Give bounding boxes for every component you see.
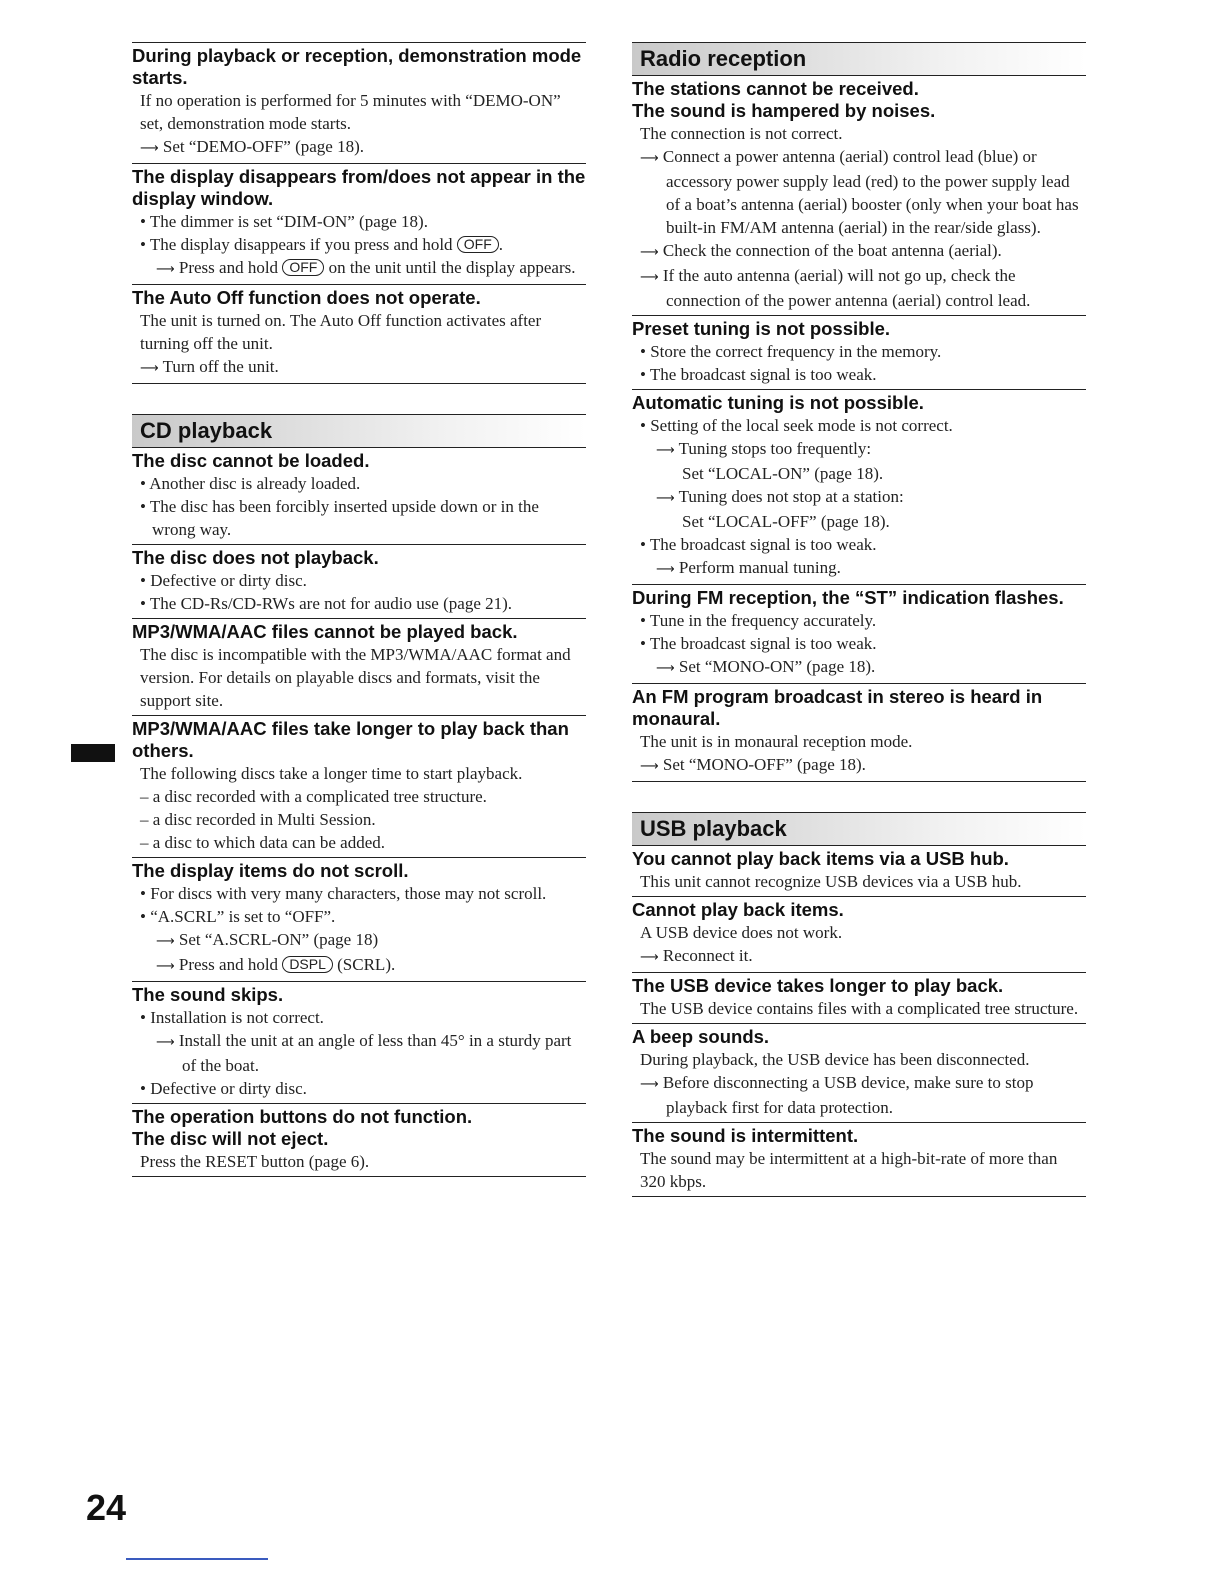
entry-buttons: [132, 1103, 586, 1177]
arrow-icon: ⟶: [656, 562, 675, 577]
entry-intermittent: [632, 1122, 1086, 1197]
right-column: [632, 42, 1086, 1197]
entry-remedy: ⟶ Check the connection of the boat antenna (aerial).: [640, 241, 1002, 260]
arrow-icon: ⟶: [656, 443, 675, 458]
entry-heading: The sound skips.: [132, 984, 284, 1005]
entry-heading: Preset tuning is not possible.: [632, 318, 891, 339]
entry-heading: The display disappears from/does not appear in the display window.: [132, 166, 586, 209]
entry-disc-load: [132, 448, 586, 544]
entry-heading: The USB device takes longer to play back.: [632, 975, 1004, 996]
entry-text: The USB device contains files with a complicated tree structure.: [640, 999, 1079, 1018]
entry-text: The following discs take a longer time to start playback.: [140, 764, 523, 783]
arrow-icon: ⟶: [640, 950, 659, 965]
arrow-icon: ⟶: [640, 151, 659, 166]
entry-remedy: ⟶ Set “MONO-ON” (page 18).: [656, 657, 876, 676]
entry-heading: A beep sounds.: [632, 1026, 770, 1047]
entry-text: If no operation is performed for 5 minutes with “DEMO-ON” set, demonstration mode starts.: [140, 91, 561, 133]
arrow-icon: ⟶: [640, 759, 659, 774]
bullet-item: • Setting of the local seek mode is not correct.: [640, 416, 953, 435]
section-title-usb-playback: USB playback: [632, 812, 1086, 846]
left-column: [132, 42, 586, 1177]
arrow-icon: ⟶: [156, 1035, 175, 1050]
entry-remedy: ⟶ Install the unit at an angle of less than 45° in a sturdy part of the boat.: [156, 1031, 572, 1075]
entry-demo-mode: [132, 42, 586, 163]
entry-heading: The disc does not playback.: [132, 547, 379, 568]
entry-disc-playback: [132, 544, 586, 618]
bullet-item: • Defective or dirty disc.: [140, 571, 307, 590]
section-title-radio-reception: Radio reception: [632, 42, 1086, 76]
entry-monaural: [632, 683, 1086, 782]
entry-text: A USB device does not work.: [640, 923, 843, 942]
entry-heading: During FM reception, the “ST” indication flashes.: [632, 587, 1064, 608]
entry-heading: The operation buttons do not function.: [132, 1106, 473, 1127]
entry-text: The sound may be intermittent at a high-bit-rate of more than 320 kbps.: [640, 1149, 1058, 1191]
entry-remedy: ⟶ Connect a power antenna (aerial) control lead (blue) or accessory power supply lead (red) to the power supply lead of a boat’s antenna (aerial) booster (only when your boat has built-in FM/AM antenna (aerial) in the rear/side glass).: [640, 147, 1079, 237]
arrow-icon: ⟶: [156, 262, 175, 277]
entry-heading: The sound is hampered by noises.: [632, 100, 936, 121]
dash-item: – a disc recorded in Multi Session.: [140, 810, 376, 829]
entry-remedy: ⟶ Set “A.SCRL-ON” (page 18): [156, 930, 379, 949]
entry-heading: You cannot play back items via a USB hub.: [632, 848, 1009, 869]
entry-heading: MP3/WMA/AAC files take longer to play back than others.: [132, 718, 569, 761]
bullet-item: • The broadcast signal is too weak.: [640, 365, 877, 384]
bullet-item: • Installation is not correct.: [140, 1008, 324, 1027]
entry-heading: The stations cannot be received.: [632, 78, 919, 99]
entry-heading: During playback or reception, demonstration mode starts.: [132, 45, 582, 88]
entry-stations: [632, 76, 1086, 315]
entry-text: The disc is incompatible with the MP3/WMA/AAC format and version. For details on playable discs and formats, visit the support site.: [140, 645, 571, 710]
bullet-item: • For discs with very many characters, those may not scroll.: [140, 884, 547, 903]
bullet-item: • The CD-Rs/CD-RWs are not for audio use (page 21).: [140, 594, 513, 613]
entry-remedy: ⟶ Before disconnecting a USB device, make sure to stop playback first for data protection.: [640, 1073, 1034, 1117]
arrow-icon: ⟶: [640, 270, 659, 285]
entry-display: [132, 163, 586, 284]
bullet-item: • The broadcast signal is too weak.: [640, 634, 877, 653]
off-key: OFF: [282, 259, 324, 276]
entry-remedy: ⟶ Perform manual tuning.: [656, 558, 841, 577]
bullet-item: • The dimmer is set “DIM-ON” (page 18).: [140, 212, 428, 231]
bullet-item: • The disc has been forcibly inserted upside down or in the wrong way.: [140, 497, 539, 539]
bullet-item: • Defective or dirty disc.: [140, 1079, 307, 1098]
entry-remedy: ⟶ If the auto antenna (aerial) will not go up, check the connection of the power antenna (aerial) control lead.: [640, 266, 1031, 310]
entry-text: This unit cannot recognize USB devices via a USB hub.: [640, 872, 1022, 891]
entry-preset: [632, 315, 1086, 389]
entry-remedy: ⟶ Set “DEMO-OFF” (page 18).: [140, 137, 365, 156]
entry-heading: The disc will not eject.: [132, 1128, 329, 1149]
entry-text: The unit is turned on. The Auto Off function activates after turning off the unit.: [140, 311, 542, 353]
entry-remedy: ⟶ Turn off the unit.: [140, 357, 279, 376]
section-title-cd-playback: CD playback: [132, 414, 586, 448]
entry-scroll: [132, 857, 586, 981]
entry-remedy-detail: Set “LOCAL-ON” (page 18).: [682, 464, 884, 483]
bullet-item: • “A.SCRL” is set to “OFF”.: [140, 907, 336, 926]
page-number: 24: [86, 1487, 127, 1528]
arrow-icon: ⟶: [640, 245, 659, 260]
entry-heading: The disc cannot be loaded.: [132, 450, 370, 471]
arrow-icon: ⟶: [140, 361, 159, 376]
entry-heading: The display items do not scroll.: [132, 860, 409, 881]
entry-text: The unit is in monaural reception mode.: [640, 732, 913, 751]
entry-heading: The Auto Off function does not operate.: [132, 287, 481, 308]
dash-item: – a disc to which data can be added.: [140, 833, 385, 852]
arrow-icon: ⟶: [156, 959, 175, 974]
entry-auto-tuning: [632, 389, 1086, 584]
bullet-item: • The broadcast signal is too weak.: [640, 535, 877, 554]
entry-text: During playback, the USB device has been disconnected.: [640, 1050, 1030, 1069]
entry-heading: The sound is intermittent.: [632, 1125, 859, 1146]
entry-auto-off: [132, 284, 586, 384]
entry-mp3-cannot-play: [132, 618, 586, 715]
bullet-item: • Tune in the frequency accurately.: [640, 611, 877, 630]
entry-heading: An FM program broadcast in stereo is heard in monaural.: [632, 686, 1043, 729]
entry-sound-skips: [132, 981, 586, 1103]
dspl-key: DSPL: [282, 956, 333, 973]
entry-heading: Cannot play back items.: [632, 899, 844, 920]
entry-st-flashes: [632, 584, 1086, 683]
entry-remedy: ⟶ Set “MONO-OFF” (page 18).: [640, 755, 866, 774]
arrow-icon: ⟶: [140, 141, 159, 156]
bullet-item: • Store the correct frequency in the memory.: [640, 342, 942, 361]
entry-remedy: ⟶ Press and hold DSPL (SCRL).: [156, 955, 396, 974]
dash-item: – a disc recorded with a complicated tree structure.: [140, 787, 487, 806]
footer-rule: [126, 1558, 268, 1560]
entry-heading: Automatic tuning is not possible.: [632, 392, 924, 413]
entry-text: The connection is not correct.: [640, 124, 843, 143]
off-key: OFF: [457, 236, 499, 253]
entry-remedy: ⟶ Tuning does not stop at a station:: [656, 487, 904, 506]
entry-usb-hub: [632, 846, 1086, 896]
entry-text: Press the RESET button (page 6).: [140, 1152, 370, 1171]
arrow-icon: ⟶: [640, 1077, 659, 1092]
entry-remedy: ⟶ Tuning stops too frequently:: [656, 439, 872, 458]
entry-cannot-play-items: [632, 896, 1086, 972]
bullet-item: • The display disappears if you press and hold OFF .: [140, 235, 504, 254]
entry-heading: MP3/WMA/AAC files cannot be played back.: [132, 621, 518, 642]
entry-remedy-detail: Set “LOCAL-OFF” (page 18).: [682, 512, 890, 531]
arrow-icon: ⟶: [656, 491, 675, 506]
entry-usb-longer: [632, 972, 1086, 1023]
arrow-icon: ⟶: [656, 661, 675, 676]
bullet-item: • Another disc is already loaded.: [140, 474, 361, 493]
arrow-icon: ⟶: [156, 934, 175, 949]
entry-mp3-longer: [132, 715, 586, 857]
entry-beep: [632, 1023, 1086, 1122]
entry-remedy: ⟶ Reconnect it.: [640, 946, 753, 965]
entry-remedy: ⟶ Press and hold OFF on the unit until the display appears.: [156, 258, 576, 277]
section-tab-marker: [71, 744, 115, 762]
